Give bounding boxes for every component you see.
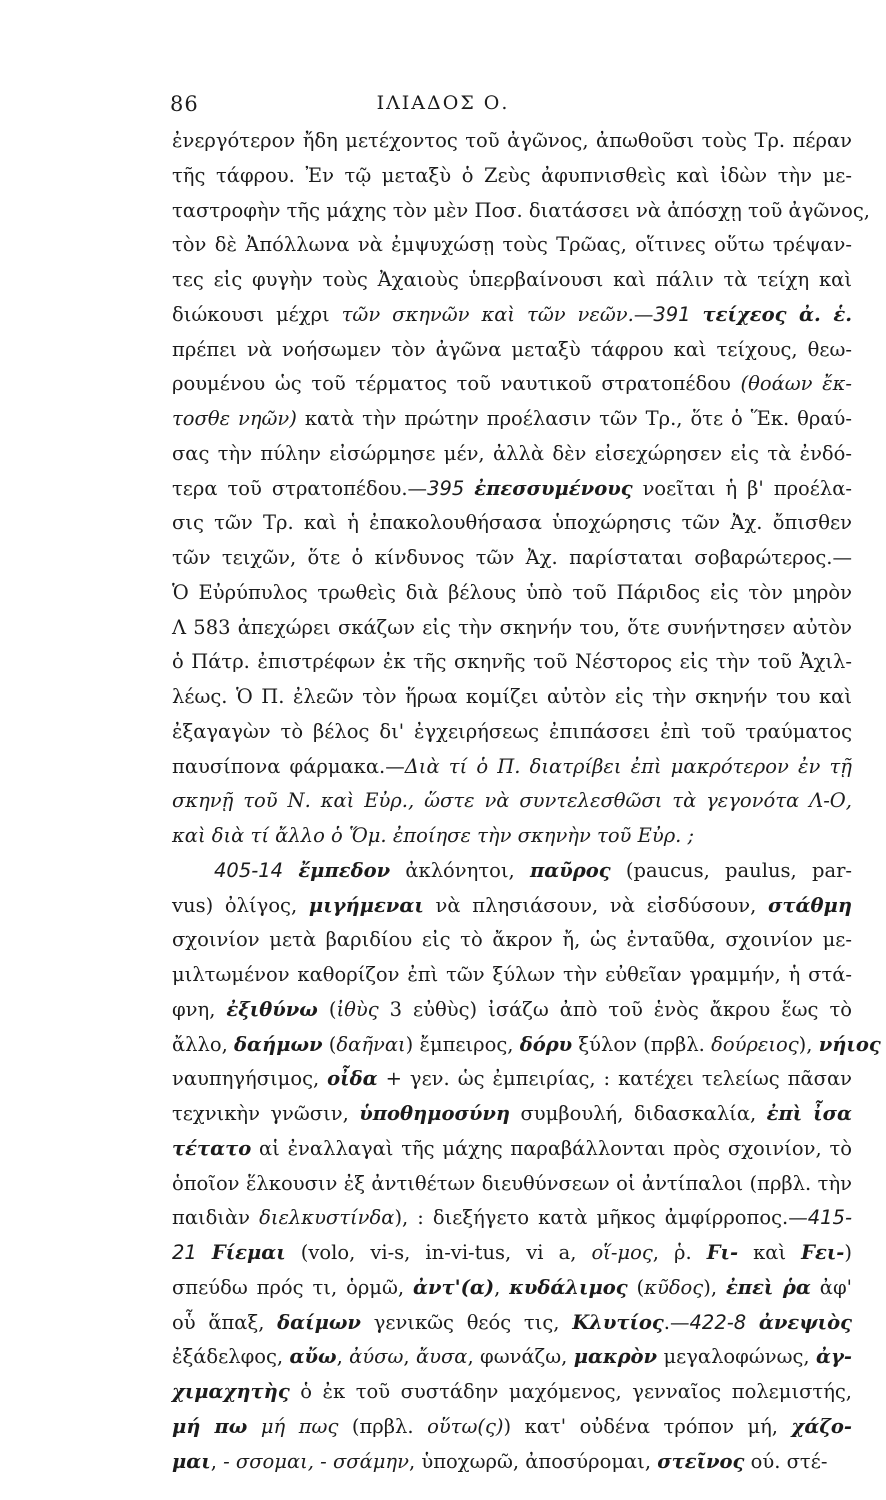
lemma: τέτατο — [172, 1136, 252, 1160]
text-segment: (θοάων ἔκ- — [740, 372, 852, 396]
text-line — [172, 1236, 852, 1271]
lemma: στεῖνος — [657, 1449, 745, 1473]
text-segment: τὸν δὲ Ἀπόλλωνα νὰ ἐμψυχώσῃ τοὺς Τρῶας, οἵτινες οὕτω τρέψαν- — [172, 233, 852, 257]
text-segment: τοσθε νηῶν) — [172, 407, 297, 430]
text-segment: δαῆναι — [336, 1032, 406, 1056]
text-line — [172, 298, 852, 333]
text-segment: 3 εὐθὺς) ἰσάζω ἀπὸ τοῦ ἑνὸς ἄκρου ἕως τὸ — [378, 997, 852, 1021]
text-line — [172, 889, 852, 924]
text-segment: (paucus, paulus, par- — [610, 858, 852, 882]
lemma: ἐπεσσυμένους — [474, 476, 633, 500]
text-line — [172, 194, 870, 229]
text-line — [172, 784, 852, 819]
text-segment: ναυπηγήσιμος, — [172, 1067, 328, 1091]
text-line — [172, 263, 852, 298]
text-segment: αἱ ἐναλλαγαὶ τῆς μάχης παραβάλλονται πρὸς σχοινίον, τὸ — [251, 1136, 852, 1160]
text-segment: σις τῶν Τρ. καὶ ἡ ἐπακολουθήσασα ὑποχώρησις τῶν Ἀχ. ὄπισθεν — [172, 511, 852, 535]
text-line — [172, 472, 852, 507]
verse-reference: 405-14 — [214, 858, 299, 882]
text-segment: οἵ-μος — [591, 1241, 653, 1264]
text-line — [172, 576, 852, 611]
text-segment: ἀκλόνητοι, — [390, 858, 530, 882]
verse-reference: 391 — [653, 302, 703, 326]
text-segment: ( — [317, 997, 337, 1021]
lemma: δαήμων — [234, 1032, 323, 1056]
text-line — [172, 958, 852, 993]
text-segment: , ῥ. — [652, 1241, 707, 1264]
text-segment: , — [494, 1275, 510, 1299]
lemma: δαίμων — [277, 1310, 361, 1334]
text-segment: ), : διεξήγετο κατὰ μῆκος ἀμφίρροπος.— — [394, 1206, 808, 1230]
text-segment: λέως. Ὁ Π. ἐλεῶν τὸν ἥρωα κομίζει αὐτὸν εἰς τὴν σκηνήν του καὶ — [172, 685, 852, 708]
text-segment: γενικῶς θεός τις, — [360, 1310, 573, 1334]
text-line — [172, 228, 852, 263]
text-segment: τῶν σκηνῶν καὶ τῶν νεῶν. — [341, 302, 634, 326]
text-segment: οὗ ἅπαξ, — [172, 1310, 278, 1334]
lemma: παῦρος — [529, 858, 611, 882]
commentary-text — [172, 124, 881, 1479]
lemma: ἀνεψιὸς — [758, 1310, 852, 1334]
text-segment: ), — [703, 1275, 726, 1299]
text-segment: ξύλον (πρβλ. — [572, 1032, 712, 1056]
text-segment: μή πως — [260, 1414, 339, 1438]
page-number: 86 — [170, 92, 199, 116]
lemma: Κλυτίος — [572, 1310, 664, 1334]
text-segment: , φωνάζω, — [467, 1345, 574, 1369]
text-segment: ) κατ' οὐδένα τρόπον μή, — [503, 1414, 792, 1438]
text-segment: δούρειος — [711, 1032, 799, 1056]
lemma: Ϝει- — [801, 1241, 845, 1264]
text-line — [172, 854, 852, 889]
lemma: νήιος — [818, 1032, 881, 1056]
text-segment: σκηνῇ τοῦ Ν. καὶ Εὐρ., ὥστε νὰ συντελεσθῶσι τὰ γεγονότα Λ-Ο, — [172, 789, 852, 813]
lemma: στάθμη — [768, 893, 852, 917]
lemma: ἔμπεδον — [298, 858, 391, 882]
text-segment: κατὰ τὴν πρώτην προέλασιν τῶν Τρ., ὅτε ὁ Ἕκ. θραύ- — [296, 407, 852, 430]
text-segment: ) — [844, 1241, 852, 1264]
text-segment: ἀφ' — [810, 1275, 852, 1299]
text-segment: ὁποῖον ἕλκουσιν ἐξ ἀντιθέτων διευθύνσεων οἱ ἀντίπαλοι (πρβλ. τὴν — [172, 1171, 852, 1195]
running-title: ΙΛΙΑΔΟΣ Ο. — [376, 92, 510, 114]
text-segment: καὶ — [738, 1241, 802, 1264]
text-line — [172, 1132, 852, 1167]
text-segment: νοεῖται ἡ β' προέλα- — [632, 476, 853, 500]
text-segment: σπεύδω πρός τι, ὁρμῶ, — [172, 1275, 413, 1299]
text-segment: ἀύσω — [349, 1345, 404, 1369]
text-segment: ἄλλο, — [172, 1032, 235, 1056]
lemma: δόρυ — [519, 1032, 573, 1056]
text-segment: ρουμένου ὡς τοῦ τέρματος τοῦ ναυτικοῦ στρατοπέδου — [172, 372, 741, 396]
page-header — [0, 88, 886, 122]
text-segment: φνη, — [172, 997, 227, 1021]
text-segment: ( — [322, 1032, 337, 1056]
text-segment: νὰ πλησιάσουν, νὰ εἰσδύσουν, — [423, 893, 769, 917]
text-segment: ταστροφὴν τῆς μάχης τὸν μὲν Ποσ. διατάσσει νὰ ἀπόσχῃ τοῦ ἀγῶνος, — [172, 198, 870, 222]
text-line — [172, 159, 852, 194]
text-segment: — — [633, 302, 654, 326]
text-segment: - σσομαι, - σσάμην — [223, 1449, 409, 1473]
text-segment: + γεν. ὡς ἐμπειρίας, : κατέχει τελείως πᾶσαν — [377, 1067, 852, 1091]
text-segment: διώκουσι μέχρι — [172, 302, 342, 326]
text-segment: Διὰ τί ὁ Π. διατρίβει ἐπὶ μακρότερον ἐν τῇ — [404, 754, 852, 778]
text-segment: vus) ὀλίγος, — [172, 893, 309, 917]
lemma: χιμαχητὴς — [172, 1380, 290, 1403]
text-segment: μιλτωμένον καθορίζον ἐπὶ τῶν ξύλων τὴν εὐθεῖαν γραμμήν, ἡ στά- — [172, 963, 852, 986]
text-line — [172, 1167, 852, 1202]
text-segment: διελκυστίνδα — [259, 1206, 395, 1230]
text-line — [172, 124, 852, 159]
lemma: ἀγ- — [815, 1345, 852, 1369]
lemma: μή πω — [172, 1414, 248, 1438]
text-segment: , ὑποχωρῶ, ἀποσύρομαι, — [408, 1449, 658, 1473]
text-line — [172, 1062, 852, 1097]
text-segment: (volo, vi-s, in-vi-tus, vi a, — [285, 1241, 592, 1264]
text-line — [172, 1201, 852, 1236]
text-segment: ἐξαγαγὼν τὸ βέλος δι' ἐγχειρήσεως ἐπιπάσσει ἐπὶ τοῦ τραύματος — [172, 719, 852, 743]
text-segment: ού. στέ- — [744, 1449, 828, 1473]
text-line — [172, 1028, 881, 1063]
lemma: κυδάλιμος — [509, 1275, 628, 1299]
lemma: Ϝίεμαι — [211, 1241, 286, 1264]
text-segment: ἄυσα — [415, 1345, 468, 1369]
lemma: μιγήμεναι — [308, 893, 424, 917]
text-segment: ἰθὺς — [336, 997, 379, 1021]
text-segment: Ὁ Εὐρύπυλος τρωθεὶς διὰ βέλους ὑπὸ τοῦ Πάριδος εἰς τὸν μηρὸν — [172, 580, 852, 604]
text-line — [172, 993, 852, 1028]
text-line — [172, 1306, 852, 1341]
verse-reference: 422-8 — [689, 1310, 759, 1334]
text-line — [172, 402, 852, 437]
text-segment: σχοινίον μετὰ βαριδίου εἰς τὸ ἄκρον ἤ, ὡς ἐνταῦθα, σχοινίον με- — [172, 928, 852, 952]
text-segment: ὁ Πάτρ. ἐπιστρέφων ἐκ τῆς σκηνῆς τοῦ Νέστορος εἰς τὴν τοῦ Ἀχιλ- — [172, 650, 852, 674]
text-line — [172, 680, 852, 715]
text-line — [172, 715, 852, 750]
text-segment: τῆς τάφρου. Ἐν τῷ μεταξὺ ὁ Ζεὺς ἀφυπνισθεὶς καὶ ἰδὼν τὴν με- — [172, 163, 852, 187]
text-line — [172, 750, 852, 785]
text-line — [172, 541, 852, 576]
verse-reference: 415- — [807, 1206, 852, 1230]
text-segment: παιδιὰν — [172, 1206, 260, 1230]
text-segment: ὁ ἐκ τοῦ συστάδην μαχόμενος, γενναῖος πολεμιστής, — [289, 1380, 852, 1403]
text-segment: ) ἔμπειρος, — [405, 1032, 520, 1056]
text-line — [172, 923, 852, 958]
lemma: ἐξιθύνω — [226, 997, 318, 1021]
text-segment: ἐνεργότερον ἤδη μετέχοντος τοῦ ἀγῶνος, ἀπωθοῦσι τοὺς Τρ. πέραν — [172, 129, 852, 152]
lemma: μακρὸν — [573, 1345, 658, 1369]
lemma: ἐπεὶ ῥα — [725, 1275, 811, 1299]
verse-reference: 21 — [172, 1241, 212, 1264]
verse-reference: 395 — [427, 476, 475, 500]
text-segment: σας τὴν πύλην εἰσώρμησε μέν, ἀλλὰ δὲν εἰσεχώρησεν εἰς τὰ ἐνδό- — [172, 441, 852, 465]
text-segment: τεχνικὴν γνῶσιν, — [172, 1102, 360, 1125]
text-line — [172, 333, 852, 368]
text-line — [172, 611, 852, 646]
lemma: οἶδα — [327, 1067, 378, 1091]
text-segment: κῦδος — [644, 1275, 704, 1299]
text-segment: καὶ διὰ τί ἄλλο ὁ Ὅμ. ἐποίησε τὴν σκηνὴν τοῦ Εὐρ. ; — [172, 824, 695, 847]
text-segment: (πρβλ. — [338, 1414, 428, 1438]
text-line — [172, 1097, 852, 1132]
text-segment: πρέπει νὰ νοήσωμεν τὸν ἀγῶνα μεταξὺ τάφρου καὶ τείχους, θεω- — [172, 337, 852, 361]
text-segment: τερα τοῦ στρατοπέδου.— — [172, 476, 428, 500]
text-line — [172, 437, 852, 472]
lemma: ὑποθημοσύνη — [359, 1102, 511, 1125]
text-line — [172, 1375, 852, 1410]
text-segment — [247, 1415, 261, 1438]
text-segment: , — [403, 1345, 416, 1369]
text-segment: .— — [663, 1310, 690, 1334]
text-segment: παυσίπονα φάρμακα.— — [172, 754, 405, 778]
lemma: τείχεος ἀ. ἑ. — [702, 302, 852, 326]
lemma: ἀντ'(α) — [412, 1275, 495, 1299]
text-segment: , — [336, 1345, 350, 1369]
lemma: Ϝι- — [706, 1241, 739, 1264]
lemma: αὔω — [289, 1345, 337, 1369]
text-line — [172, 1340, 852, 1375]
text-segment: ἐξάδελφος, — [172, 1345, 290, 1369]
text-segment: , — [210, 1449, 224, 1473]
text-segment: οὕτω(ς) — [427, 1414, 504, 1438]
text-segment: συμβουλή, διδασκαλία, — [510, 1102, 767, 1125]
text-segment: τες εἰς φυγὴν τοὺς Ἀχαιοὺς ὑπερβαίνουσι καὶ πάλιν τὰ τείχη καὶ — [172, 268, 852, 291]
text-segment: ), — [798, 1032, 819, 1056]
text-segment: τῶν τειχῶν, ὅτε ὁ κίνδυνος τῶν Ἀχ. παρίσταται σοβαρώτερος.— — [172, 546, 852, 569]
text-line — [172, 367, 852, 402]
text-line — [172, 645, 852, 680]
lemma: ἐπὶ ἶσα — [766, 1102, 852, 1125]
text-segment: Λ 583 ἀπεχώρει σκάζων εἰς τὴν σκηνήν του, ὅτε συνήντησεν αὐτὸν — [172, 615, 852, 639]
text-segment: ( — [627, 1275, 645, 1299]
text-line — [172, 506, 852, 541]
text-segment: μεγαλοφώνως, — [657, 1345, 816, 1369]
text-line — [172, 819, 852, 854]
text-line — [172, 1271, 852, 1306]
text-line — [172, 1445, 852, 1480]
lemma: μαι — [172, 1449, 211, 1473]
text-line — [172, 1410, 852, 1445]
lemma: χάζο- — [791, 1414, 852, 1438]
